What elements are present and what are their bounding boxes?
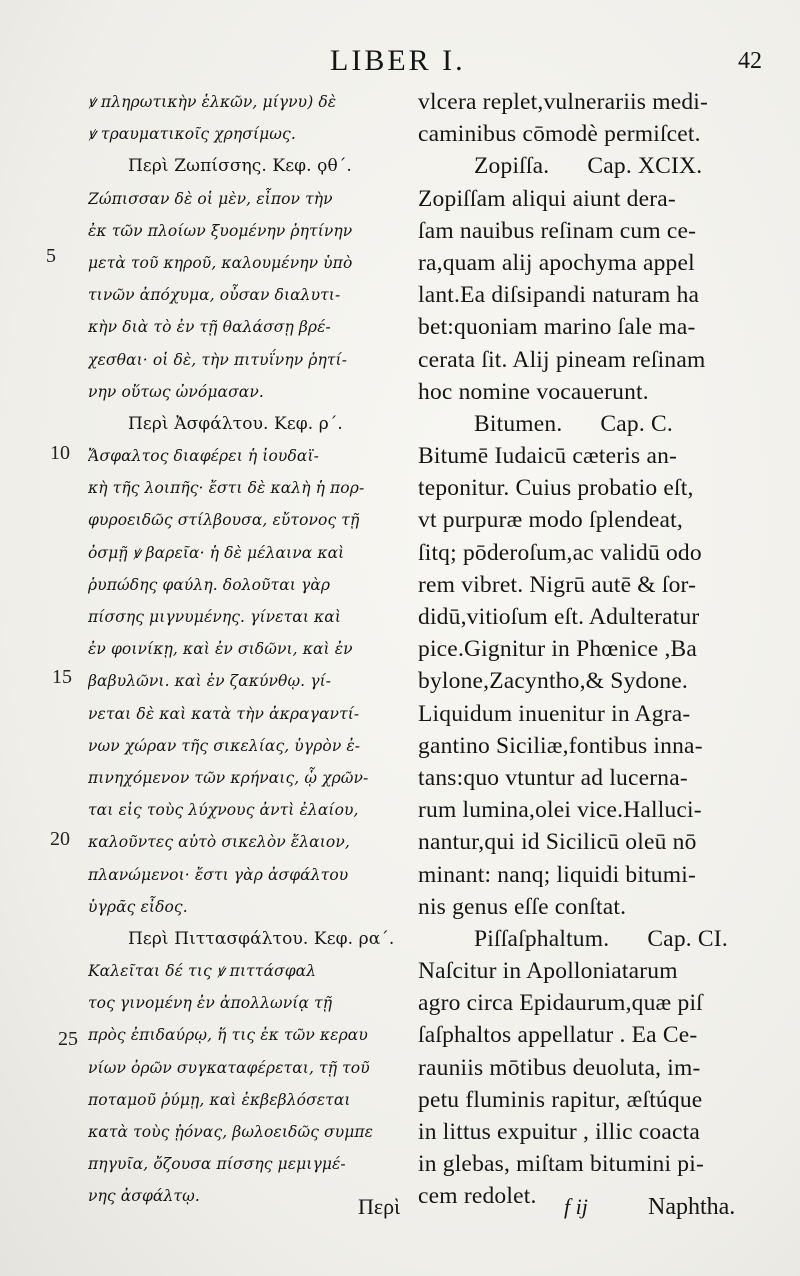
line-text: καλοῦντες αὐτὸ σικελὸν ἔλαιον, — [88, 833, 350, 852]
text-line — [418, 730, 776, 762]
line-text: νην οὕτως ὠνόμασαν. — [88, 382, 264, 401]
text-line — [418, 472, 776, 504]
text-line — [88, 183, 406, 215]
line-text: ἐκ τῶν πλοίων ξυομένην ῥητίνην — [88, 221, 353, 240]
text-line — [88, 698, 406, 730]
text-line — [418, 955, 776, 987]
line-text: κὴν διὰ τὸ ἐν τῇ θαλάσσῃ βρέ- — [88, 318, 331, 337]
chapter-heading — [88, 408, 406, 440]
line-text: ſitq; pōderoſum,ac validū odo — [418, 539, 702, 566]
text-line — [418, 504, 776, 536]
chapter-title: Περὶ Ἀσφάλτου. Κεφ. ρ΄. — [128, 413, 343, 434]
line-text: ſaſphaltos appellatur . Ea Ce- — [418, 1022, 698, 1049]
line-text: rauniis mōtibus deuoluta, im- — [418, 1054, 701, 1081]
line-number: 10 — [50, 442, 70, 464]
line-text: Bitumē Iudaicū cæteris an- — [418, 443, 678, 470]
line-text: nis genus eſſe conſtat. — [418, 893, 627, 920]
line-number: 25 — [58, 1028, 78, 1050]
line-text: ἐν φοινίκῃ, καὶ ἐν σιδῶνι, καὶ ἐν — [88, 640, 353, 659]
line-text: bylone,Zacyntho,& Sydone. — [418, 668, 688, 695]
text-line — [88, 987, 406, 1019]
text-line — [418, 794, 776, 826]
chapter-number: Cap. XCIX. — [587, 153, 703, 180]
line-text: ται εἰς τοὺς λύχνους ἀντὶ ἐλαίου, — [88, 801, 359, 820]
text-line — [88, 826, 406, 858]
greek-text-column — [88, 86, 406, 1213]
line-text: vt purpuræ modo ſplendeat, — [418, 507, 683, 534]
text-line — [418, 601, 776, 633]
line-text: ποταμοῦ ῥύμῃ, καὶ ἐκβεβλόσεται — [88, 1090, 351, 1109]
text-line — [88, 1084, 406, 1116]
line-text: ſam nauibus reſinam cum ce- — [418, 217, 697, 244]
running-title: LIBER I. — [330, 44, 466, 77]
text-line — [88, 569, 406, 601]
text-line — [88, 891, 406, 923]
text-line — [418, 891, 776, 923]
text-line — [88, 344, 406, 376]
chapter-title: Bitumen. — [474, 410, 563, 437]
text-line — [418, 376, 776, 408]
line-number: 5 — [46, 245, 56, 267]
text-line — [418, 215, 776, 247]
line-text: rem vibret. Nigrū autē & ſor- — [418, 571, 697, 598]
text-line — [418, 1084, 776, 1116]
line-text: cem redolet. — [418, 1183, 537, 1210]
line-text: πίσσης μιγνυμένης. γίνεται καὶ — [88, 608, 342, 626]
line-text: τινῶν ἀπόχυμα, οὖσαν διαλυτι- — [88, 286, 341, 305]
line-text: vlcera replet,vulnerariis medi- — [418, 89, 709, 115]
text-line — [88, 1148, 406, 1180]
line-text: πλανώμενοι· ἔστι γὰρ ἀσφάλτου — [88, 865, 349, 884]
folio-number: 42 — [738, 48, 762, 74]
line-text: Καλεῖται δέ τις ꝟ πιττάσφαλ — [88, 962, 317, 981]
text-line — [88, 118, 406, 150]
line-text: Ἄσφαλτος διαφέρει ἡ ἰουδαϊ- — [88, 447, 319, 466]
line-text: τος γινομένη ἐν ἀπολλωνίᾳ τῇ — [88, 994, 333, 1013]
chapter-heading — [418, 408, 776, 440]
text-line — [418, 633, 776, 665]
line-text: ὀσμῇ ꝟ βαρεῖα· ἡ δὲ μέλαινα καὶ — [88, 543, 345, 562]
chapter-heading — [418, 150, 776, 182]
text-line — [418, 344, 776, 376]
line-text: βαβυλῶνι. καὶ ἐν ζακύνθῳ. γί- — [88, 672, 332, 691]
text-line — [88, 311, 406, 343]
line-text: Naſcitur in Apolloniatarum — [418, 958, 678, 985]
line-text: rum lumina,olei vice.Halluci- — [418, 797, 702, 824]
text-line — [418, 440, 776, 472]
text-line — [88, 665, 406, 697]
text-line — [418, 311, 776, 343]
text-line — [418, 247, 776, 279]
text-line — [88, 504, 406, 536]
text-line — [88, 86, 406, 118]
text-line — [418, 859, 776, 891]
line-text: Zopiſſam aliqui aiunt dera- — [418, 185, 676, 212]
text-line — [88, 472, 406, 504]
line-text: teponitur. Cuius probatio eſt, — [418, 475, 694, 502]
line-text: ῥυπώδης φαύλη. δολοῦται γὰρ — [88, 575, 331, 594]
text-line — [88, 601, 406, 633]
line-text: νης ἀσφάλτῳ. — [88, 1187, 200, 1206]
text-line — [88, 1116, 406, 1148]
catchword-greek: Περὶ — [358, 1194, 401, 1219]
line-text: ra,quam alij apochyma appel — [418, 249, 695, 276]
text-line — [88, 537, 406, 569]
chapter-title: Zopiſſa. — [474, 153, 550, 180]
line-text: didū,vitioſum eſt. Adulteratur — [418, 604, 700, 630]
catchword-latin: Naphtha. — [648, 1194, 736, 1220]
text-line — [88, 440, 406, 472]
text-line — [418, 826, 776, 858]
chapter-number: Cap. CI. — [647, 925, 728, 952]
line-text: κατὰ τοὺς ᾐόνας, βωλοειδῶς συμπε — [88, 1123, 374, 1141]
text-line — [418, 987, 776, 1019]
text-line — [418, 762, 776, 794]
text-line — [88, 1019, 406, 1051]
line-number: 20 — [50, 828, 70, 850]
text-line — [418, 537, 776, 569]
line-text: lant.Ea diſsipandi naturam ha — [418, 282, 700, 309]
text-line — [418, 279, 776, 311]
line-text: χεσθαι· οἱ δὲ, τὴν πιτυΐνην ῥητί- — [88, 350, 348, 369]
text-line — [418, 665, 776, 697]
chapter-heading — [88, 150, 406, 182]
text-line — [418, 1019, 776, 1051]
line-text: pice.Gignitur in Phœnice ,Ba — [418, 636, 698, 663]
text-line — [418, 1052, 776, 1084]
line-text: in littus expuitur , illic coacta — [418, 1119, 701, 1145]
line-text: ꝟ πληρωτικὴν ἑλκῶν, μίγνυ) δὲ — [88, 93, 337, 111]
text-line — [88, 1052, 406, 1084]
line-text: κὴ τῆς λοιπῆς· ἔστι δὲ καλὴ ἡ πορ- — [88, 479, 365, 498]
line-text: Liquidum inuenitur in Agra- — [418, 700, 691, 727]
text-line — [88, 730, 406, 762]
text-line — [88, 762, 406, 794]
line-text: πηγυῖα, ὄζουσα πίσσης μεμιγμέ- — [88, 1155, 346, 1174]
text-line — [88, 215, 406, 247]
line-text: πινηχόμενον τῶν κρήναις, ᾧ χρῶν- — [88, 768, 369, 787]
chapter-title: Περὶ Πιττασφάλτου. Κεφ. ρα΄. — [128, 928, 395, 949]
chapter-heading — [418, 923, 776, 955]
signature-mark: f ij — [564, 1194, 588, 1219]
page-footer — [0, 1194, 800, 1234]
line-text: agro circa Epidaurum,quæ piſ — [418, 990, 703, 1017]
line-text: νεται δὲ καὶ κατὰ τὴν ἀκραγαντί- — [88, 704, 360, 723]
line-text: cerata ſit. Alij pineam reſinam — [418, 346, 706, 373]
text-line — [418, 86, 776, 118]
line-text: φυροειδῶς στίλβουσα, εὔτονος τῇ — [88, 511, 360, 530]
chapter-title: Περὶ Ζωπίσσης. Κεφ. ϙθ΄. — [128, 156, 352, 177]
line-text: nantur,qui id Sicilicū oleū nō — [418, 829, 697, 856]
line-text: tans:quo vtuntur ad lucerna- — [418, 764, 688, 791]
line-text: hoc nomine vocauerunt. — [418, 378, 649, 405]
chapter-title: Piſſaſphaltum. — [474, 925, 610, 952]
text-line — [418, 1148, 776, 1180]
text-line — [418, 1116, 776, 1148]
latin-text-column — [418, 86, 776, 1213]
line-text: petu fluminis rapitur, æſtúque — [418, 1086, 703, 1113]
line-text: νων χώραν τῆς σικελίας, ὑγρὸν ἐ- — [88, 736, 361, 755]
line-text: ὑγρᾶς εἶδος. — [88, 897, 188, 916]
text-line — [88, 279, 406, 311]
running-head — [0, 44, 800, 84]
text-line — [88, 376, 406, 408]
line-text: minant: nanq; liquidi bitumi- — [418, 861, 696, 888]
line-text: πρὸς ἐπιδαύρῳ, ἥ τις ἐκ τῶν κεραυ — [88, 1026, 368, 1045]
line-text: bet:quoniam marino ſale ma- — [418, 314, 696, 341]
line-text: ꝟ τραυματικοῖς χρησίμως. — [88, 125, 296, 144]
line-text: μετὰ τοῦ κηροῦ, καλουμένην ὑπὸ — [88, 253, 353, 272]
line-text: in glebas, miſtam bitumini pi- — [418, 1151, 705, 1178]
line-text: νίων ὀρῶν συγκαταφέρεται, τῇ τοῦ — [88, 1058, 370, 1077]
text-line — [88, 247, 406, 279]
text-line — [88, 859, 406, 891]
text-line — [418, 183, 776, 215]
text-line — [418, 698, 776, 730]
chapter-heading — [88, 923, 406, 955]
text-line — [88, 633, 406, 665]
line-text: caminibus cōmodè permiſcet. — [418, 121, 701, 148]
text-line — [418, 118, 776, 150]
text-line — [88, 955, 406, 987]
line-text: Ζώπισσαν δὲ οἱ μὲν, εἶπον τὴν — [88, 189, 333, 208]
chapter-number: Cap. C. — [600, 410, 673, 437]
text-line — [418, 569, 776, 601]
line-number: 15 — [52, 666, 72, 688]
text-line — [88, 794, 406, 826]
line-text: gantino Siciliæ,fontibus inna- — [418, 732, 703, 759]
